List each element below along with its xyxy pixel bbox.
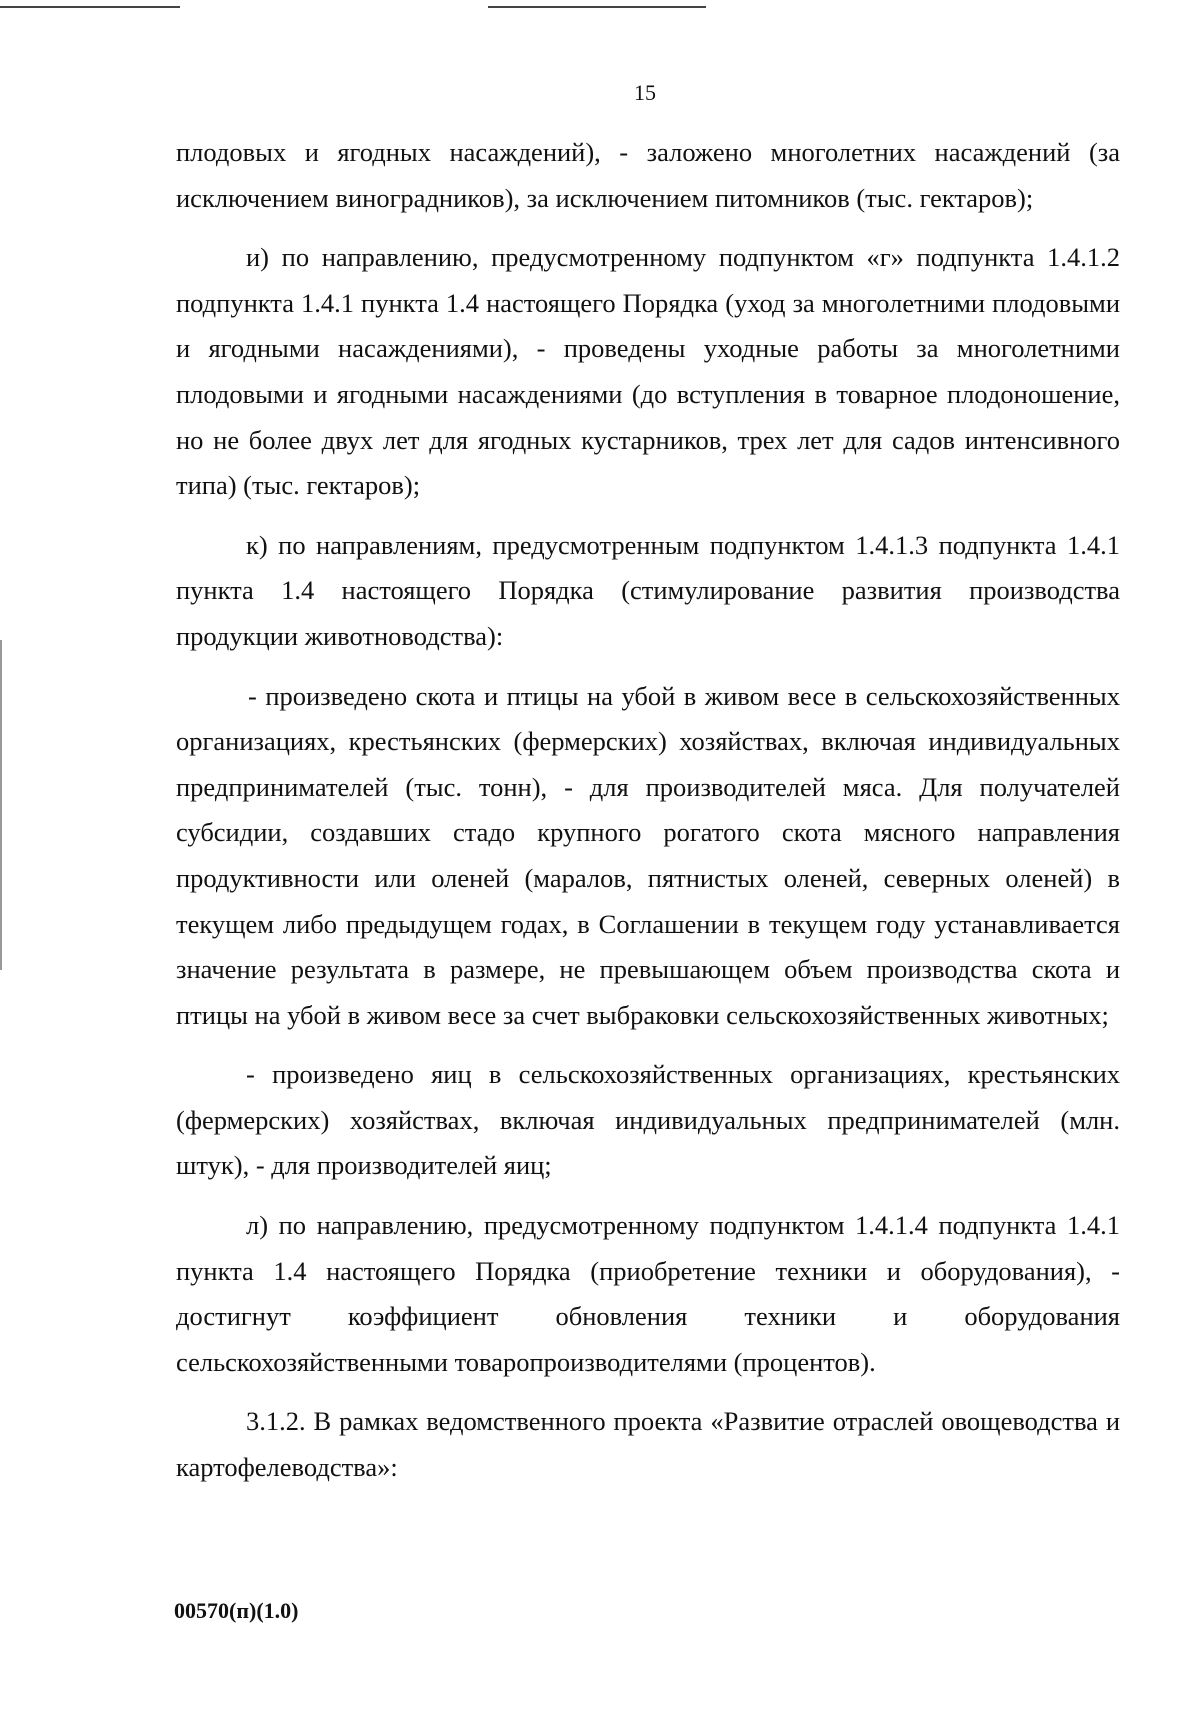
paragraph-livestock-meat: - произведено скота и птицы на убой в живом весе в сельскохозяйственных организациях, крестьянских (фермерских) хозяйствах, включая индивидуальных предпринимателей (тыс. тонн), - для производителей мяса. Для получателей субсидии, создавших стадо крупного рогатого скота мясного направления продуктивности или оленей (маралов, пятнистых оленей, северных оленей) в текущем либо предыдущем годах, в Соглашении в текущем году устанавливается значение результата в размере, не превышающем объем производства скота и птицы на убой в живом весе за счет выбраковки сельскохозяйственных животных;	[176, 680, 1120, 1030]
paragraph-livestock-eggs: - произведено яиц в сельскохозяйственных организациях, крестьянских (фермерских) хозяйствах, включая индивидуальных предпринимателей (млн. штук), - для производителей яиц;	[176, 1059, 1120, 1181]
scan-edge-line-center	[488, 6, 706, 8]
scan-edge-line-side	[0, 640, 2, 970]
document-body	[176, 130, 1120, 1505]
document-code: 00570(п)(1.0)	[174, 1598, 299, 1623]
paragraph-continuation: плодовых и ягодных насаждений), - заложено многолетних насаждений (за исключением виноградников), за исключением питомников (тыс. гектаров);	[176, 137, 1120, 213]
paragraph-item-l: л) по направлению, предусмотренному подпунктом 1.4.1.4 подпункта 1.4.1 пункта 1.4 настоящего Порядка (приобретение техники и оборудования), - достигнут коэффициент обновления техники и оборудования сельскохозяйственными товаропроизводителями (процентов).	[176, 1210, 1120, 1377]
paragraph-item-i: и) по направлению, предусмотренному подпунктом «г» подпункта 1.4.1.2 подпункта 1.4.1 пункта 1.4 настоящего Порядка (уход за многолетними плодовыми и ягодными насаждениями), - проведены уходные работы за многолетними плодовыми и ягодными насаждениями (до вступления в товарное плодоношение, но не более двух лет для ягодных кустарников, трех лет для садов интенсивного типа) (тыс. гектаров);	[176, 242, 1120, 501]
paragraph-section-3-1-2: 3.1.2. В рамках ведомственного проекта «Развитие отраслей овощеводства и картофелеводства»:	[176, 1406, 1120, 1483]
scan-edge-line-left	[0, 6, 180, 8]
paragraph-item-k: к) по направлениям, предусмотренным подпунктом 1.4.1.3 подпункта 1.4.1 пункта 1.4 настоящего Порядка (стимулирование развития производства продукции животноводства):	[176, 529, 1120, 651]
page-number: 15	[634, 80, 656, 105]
